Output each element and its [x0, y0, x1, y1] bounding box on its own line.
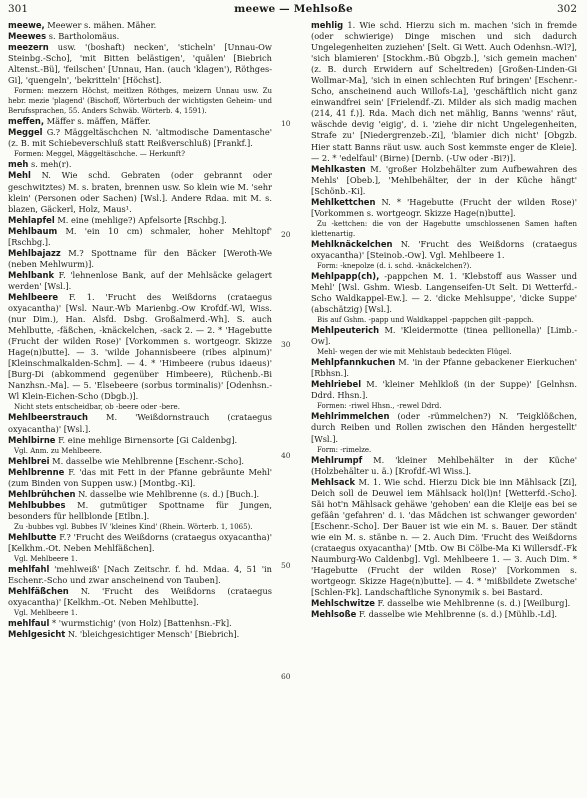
line-number: 10: [281, 119, 291, 129]
entry-text: M. 1. Wie schd. Hierzu Dick bie inn Mählsack [Zi], Deich soll de Deuwel iem Mählsack hol(l)n! [Wetterfd.-Scho]. Säi hot'n Mählsack gehäwe 'gehoben' ean die Kleije eas bei se gefäân 'gefahren' d. i. 'das Mädchen ist schwanger geworden' [Eschenr.-Scho]. Der Bauer ist wie ein M. s. Bauer. Der ständt wie ein M. s. stänbe n. — 2. Auch Dim. 'Frucht des Weißdorns (crataegus oxyacantha)' [Mtb. Ow Bi Cölbe-Ma Ki Willersdf.-Fk Naumburg-Wo Caldenbg]. Vgl. Mehlbeere 1. — 3. Auch Dim. * 'Hagebutte (Frucht der wilden Rose)' [Vorkommen s. wortgeogr. Skizze Hage(n)butte]. — 4. * 'mißbildete Zwetsche' [Schlen-Fk]. Landschaftliche Synonymik s. bei Bastard.: [311, 476, 577, 598]
dictionary-entry: [8, 500, 272, 522]
entry-note: [311, 219, 577, 239]
dictionary-entry: [8, 435, 272, 446]
dictionary-entry: [8, 412, 272, 434]
entry-text: F. 1. 'Frucht des Weißdorns (crataegus oxyacantha)' [Wsl. Naur.-Wb Marienbg.-Ow Krofdf.-Wl, Wiss. (nur Dim.), Han. Alsfd. Dsbg. Großalmerd.-Wh]. S. auch Mehlbutte, -fäßchen, -knäckelchen, -sack 2. — 2. * 'Hagebutte (Frucht der wilden Rose)' [Vorkommen s. wortgeogr. Skizze Hage(n)butte]. — 3. 'wilde Johannisbeere (ribes alpinum)' [Kleinschmalkalden-Schm]. — 4. * 'Himbeere (rubus idaeus)' [Burg-Di (abkommend gegenüber Himbeere), Rüchenb.-Bi Nanzhsn.-Ma]. — 5. 'Elsebeere (sorbus torminalis)' [Odenhsn.-Wl Klein-Eichen-Scho (Dbgb.)].: [8, 291, 272, 402]
entry-text: usw. '(boshaft) necken', 'sticheln' [Unnau-Ow Steinbg.-Scho], 'mit Bitten belästigen', 'quälen' [Biebrich Altenst.-Bü], 'feilschen' [Unnau, Han. (auch 'klagen'), Röthges-Gi], 'quengeln', 'bekritteln' [Höchst].: [8, 42, 272, 86]
headword: Mehlbajazz: [8, 247, 61, 258]
entry-text: N. dasselbe wie Mehlbrenne (s. d.) [Buch.].: [75, 488, 260, 499]
note-text: Formen: -riwel Hhsn., -rewel Ddrd.: [317, 402, 442, 411]
dictionary-entry: [311, 477, 577, 599]
dictionary-entry: [8, 629, 272, 640]
entry-note: [8, 608, 272, 618]
dictionary-entry: [311, 455, 577, 477]
dictionary-entry: [311, 271, 577, 315]
headword: Mehlbaum: [8, 225, 58, 236]
dictionary-entry: [8, 116, 272, 127]
dictionary-entry: [8, 270, 272, 292]
headword: meh: [8, 159, 29, 170]
entry-text: M. gutmütiger Spottname für Jungen, besonders für hellblonde [Etlbn.].: [8, 499, 272, 521]
entry-text: M. 'Weißdornstrauch (crataegus oxyacantha)' [Wsl.].: [8, 412, 272, 434]
line-number: 20: [281, 229, 291, 239]
entry-note: [8, 402, 272, 412]
headword: Mehlpapp(ch),: [311, 270, 380, 281]
dictionary-entry: [8, 42, 272, 86]
dictionary-entry: [311, 325, 577, 347]
entry-text: M.? Spottname für den Bäcker [Weroth-We (neben Mehlwurm)].: [8, 247, 272, 269]
entry-text: F. dasselbe wie Mehlbrenne (s. d.) [Mühlb.-Ld].: [356, 609, 557, 620]
headword: meewe,: [8, 20, 45, 30]
headword: Mehl: [8, 170, 31, 181]
entry-text: N. * 'Hagebutte (Frucht der wilden Rose)' [Vorkommen s. wortgeogr. Skizze Hage(n)butte].: [311, 196, 577, 218]
entry-note: [8, 86, 272, 116]
entry-text: M. 'großer Holzbehälter zum Aufbewahren des Mehls' [Obeb.], 'Mehlbehälter, der in der Küche hängt' [Schönb.-Ki].: [311, 163, 577, 196]
entry-note: [311, 445, 577, 455]
headword: Mehlknäckelchen: [311, 238, 393, 249]
entry-text: 'mehlweiß' [Nach Zeitschr. f. hd. Mdaa. 4, 51 'in Eschenr.-Scho und zwar anscheinend von Tauben].: [8, 563, 272, 586]
entry-text: F.? 'Frucht des Weißdorns (crataegus oxyacantha)' [Kelkhm.-Ot. Neben Mehlfäßchen].: [8, 531, 272, 553]
dictionary-entry: [8, 489, 272, 500]
left-column: [8, 20, 272, 796]
right-column: [311, 20, 577, 796]
entry-text: F. 'lehnenlose Bank, auf der Mehlsäcke gelagert werden' [Wsl.].: [8, 269, 272, 291]
note-text: Nicht stets entscheidbar, ob -beere oder -bere.: [14, 403, 180, 412]
dictionary-entry: [8, 532, 272, 554]
dictionary-entry: [8, 31, 272, 42]
entry-text: N. 'bleichgesichtiger Mensch' [Biebrich].: [65, 629, 240, 640]
entry-note: [8, 522, 272, 532]
line-number: 30: [281, 340, 291, 350]
running-title: meewe — Mehlsoße: [234, 3, 353, 15]
headword: Mehlbank: [8, 269, 55, 280]
dictionary-entry: [311, 197, 577, 219]
entry-text: M. 'in der Pfanne gebackener Eierkuchen' [Rbhsn.].: [311, 357, 577, 379]
headword: Mehlbirne: [8, 434, 56, 445]
entry-text: F. 'das mit Fett in der Pfanne gebräunte Mehl' (zum Binden von Suppen usw.) [Montbg.-Ki].: [8, 466, 272, 488]
entry-text: M. 'Kleidermotte (tinea pellionella)' [Limb.-Ow].: [311, 325, 577, 347]
entry-text: Mäffer s. mäffen, Mäffer.: [44, 116, 151, 127]
note-text: Form: -rimelze.: [317, 445, 372, 454]
entry-text: * 'wurmstichig' (von Holz) [Battenhsn.-Fk].: [49, 618, 232, 629]
entry-text: M. 'ein 10 cm) schmaler, hoher Mehltopf' [Rschbg.].: [8, 225, 272, 247]
headword: Meggel: [8, 127, 43, 138]
entry-text: F. eine mehlige Birnensorte [Gi Caldenbg].: [55, 434, 238, 445]
entry-text: Meewer s. mähen. Mäher.: [44, 20, 157, 30]
dictionary-entry: [8, 127, 272, 149]
headword: Mehlrumpf: [311, 454, 363, 465]
note-text: Bis auf Gshm. -papp und Waldkappel -pappchen gilt -pappch.: [317, 316, 534, 325]
entry-text: M. 'kleiner Mehlbehälter in der Küche' (Holzbehälter u. ä.) [Krofdf.-Wl Wiss.].: [311, 454, 577, 476]
dictionary-entry: [8, 215, 272, 226]
note-text: Form: -knepolze (d. i. schd. -knäckelchen?).: [317, 261, 472, 270]
entry-text: N. 'Frucht des Weißdorns (crataegus oxyacantha)' [Kelkhm.-Ot. Neben Mehlbutte].: [8, 586, 272, 608]
line-number: 60: [281, 671, 291, 681]
entry-text: 1. Wie schd. Hierzu sich m. machen 'sich in fremde (oder schwierige) Dinge mischen und sich dadurch Ungelegenheiten zuziehen' [Selt. Gi Wett. Auch Odenhsn.-Wl?], 'sich blamieren' [Stockhm.-Bü Obgzb.], 'sich gemein machen' (z. B. durch Erwidern auf Scheltreden) [Großen-Linden-Gi Wollmar-Ma], 'sich in einen schlechten Ruf bringen' [Eschenr.-Scho, anscheinend auch Willofs-La], 'geschäftlich nicht ganz einwandfrei sein' [Frielendf.-Zi. Milder als sich madig machen (214, 41 f.)]. Rda. Mach dich net mählig, Banns 'wenns' räut, wäschde devig 'eigig', d. i. 'ziehe dir nicht Ungelegenheiten, Strafe zu' [Niedergrenzeb.-Zi], 'blamier dich nicht' [Obgzb. Hier statt Banns räut usw. auch Sost kemmste enger de Kleie]. — 2. * 'edelfaul' (Birne) [Dernb. (-Uw oder -Bi?)].: [311, 20, 577, 163]
dictionary-entry: [8, 159, 272, 170]
page-number-left: 301: [8, 3, 29, 15]
entry-text: N. Wie schd. Gebraten (oder gebrannt oder geschwitztes) M. s. braten, brennen usw. So klein wie M. 'sehr klein' (Personen oder Sachen) [Wsl.]. Andere Rdaa. mit M. s. blazen, Gäckerl, Holz, Maus¹.: [8, 170, 272, 214]
note-text: Formen: mezzern Höchst, meitlzen Röthges, meizern Unnau usw. Zu hebr. mezie 'plagend' (Bischoff, Wörterbuch der wichtigsten Geheim- und Berufssprachen, 55. Anders Schwäb. Wörterb. 4, 1591).: [8, 87, 272, 116]
headword: mehlfahl: [8, 563, 50, 574]
entry-text: s. meh(r).: [28, 159, 72, 170]
entry-note: [311, 347, 577, 357]
dictionary-entry: [8, 292, 272, 402]
headword: Mehlbubbes: [8, 499, 66, 510]
note-text: Mehl- wegen der wie mit Mehlstaub bedeckten Flügel.: [317, 348, 512, 357]
headword: Mehlbrühchen: [8, 488, 76, 499]
dictionary-entry: [311, 609, 577, 620]
note-text: Vgl. Mehlbeere 1.: [14, 609, 78, 618]
entry-text: s. Bartholomäus.: [46, 31, 120, 42]
dictionary-entry: [311, 379, 577, 401]
entry-text: M. dasselbe wie Mehlbrenne [Eschenr.-Scho].: [49, 455, 244, 466]
page-header: [0, 3, 587, 17]
note-text: Vgl. Mehlbeere 1.: [14, 554, 78, 563]
entry-text: -pappchen M. 1. 'Klebstoff aus Wasser und Mehl' [Wsl. Gshm. Wiesb. Langenseifen-Ut Selt. Di Wetterfd.-Scho Waldkappel-Ew.]. — 2. 'dicke Mehlsuppe', 'dicke Suppe' (abschätzig) [Wsl.].: [311, 270, 577, 315]
entry-text: G.? Mäggeltäschchen N. 'altmodische Damentasche' (z. B. mit Schiebeverschluß statt Reißverschluß) [Frankf.].: [8, 127, 272, 149]
headword: mehlig: [311, 20, 344, 30]
entry-note: [311, 401, 577, 411]
dictionary-entry: [8, 226, 272, 248]
note-text: Vgl. Anm. zu Mehlbeere.: [14, 446, 102, 455]
headword: Mehlkettchen: [311, 196, 376, 207]
dictionary-entry: [311, 357, 577, 379]
entry-text: N. 'Frucht des Weißdorns (crataegus oxyacantha)' [Steinob.-Ow]. Vgl. Mehlbeere 1.: [311, 238, 577, 260]
entry-note: [8, 446, 272, 456]
headword: Mehlbeerstrauch: [8, 412, 88, 423]
headword: meezern: [8, 42, 49, 53]
entry-text: (oder -rümmelchen?) N. 'Teigklößchen, durch Reiben und Rollen zwischen den Händen hergestellt' [Wsl.].: [311, 411, 577, 444]
entry-text: M. eine (mehlige?) Apfelsorte [Rschbg.].: [54, 214, 227, 225]
dictionary-entry: [8, 467, 272, 489]
note-text: Formen: Meggel, Mäggeltäschche. — Herkunft?: [14, 150, 185, 159]
headword: Mehlriebel: [311, 379, 362, 390]
headword: Mehlkasten: [311, 163, 366, 174]
dictionary-entry: [311, 164, 577, 197]
headword: Mehlrimmelchen: [311, 411, 390, 422]
entry-note: [8, 149, 272, 159]
headword: Mehlsoße: [311, 609, 357, 620]
headword: Mehlpeuterich: [311, 325, 380, 336]
line-number: 40: [281, 450, 291, 460]
note-text: Zu -kettchen: die von der Hagebutte umschlossenen Samen haften klettenartig.: [311, 219, 577, 238]
note-text: Zu -bubbes vgl. Bubbes IV 'kleines Kind' (Rhein. Wörterb. 1, 1065).: [14, 522, 253, 531]
dictionary-entry: [8, 618, 272, 629]
headword: meffen,: [8, 116, 45, 127]
headword: Mehlsack: [311, 476, 356, 487]
headword: Mehlgesicht: [8, 629, 66, 640]
dictionary-entry: [8, 586, 272, 608]
headword: mehlfaul: [8, 618, 50, 629]
entry-note: [311, 261, 577, 271]
headword: Mehlschwitze: [311, 598, 375, 609]
dictionary-entry: [8, 564, 272, 586]
dictionary-entry: [311, 411, 577, 444]
entry-note: [8, 554, 272, 564]
dictionary-entry: [8, 456, 272, 467]
headword: Mehlbeere: [8, 291, 59, 302]
headword: Mehlbrei: [8, 455, 50, 466]
dictionary-entry: [8, 20, 272, 31]
headword: Mehlbutte: [8, 531, 57, 542]
entry-text: F. dasselbe wie Mehlbrenne (s. d.) [Weilburg].: [374, 598, 571, 609]
line-number: 50: [281, 561, 291, 571]
entry-text: M. 'kleiner Mehlkloß (in der Suppe)' [Gelnhsn. Ddrd. Hhsn.].: [311, 379, 577, 401]
dictionary-entry: [311, 20, 577, 164]
dictionary-entry: [8, 248, 272, 270]
headword: Mehlbrenne: [8, 466, 65, 477]
dictionary-entry: [311, 598, 577, 609]
page-number-right: 302: [556, 3, 577, 15]
headword: Mehlfäßchen: [8, 586, 69, 597]
headword: Mehlpfannkuchen: [311, 357, 396, 368]
dictionary-entry: [8, 170, 272, 214]
dictionary-entry: [311, 239, 577, 261]
headword: Mehlapfel: [8, 214, 55, 225]
headword: Meewes: [8, 31, 47, 42]
entry-note: [311, 315, 577, 325]
